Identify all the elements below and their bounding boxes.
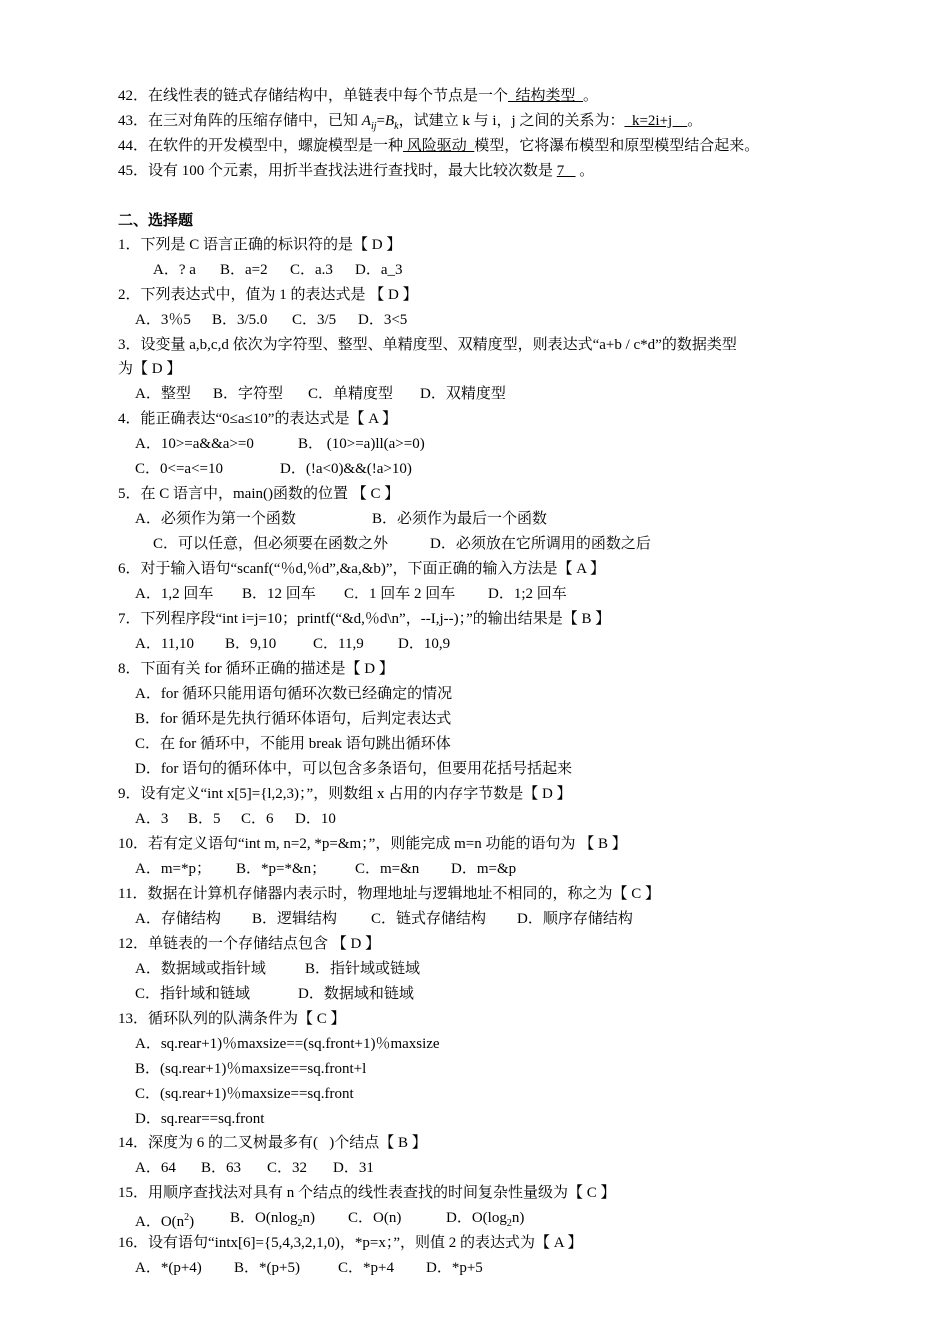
- math-symbol-b: B: [384, 113, 395, 129]
- q1-option-a: A．? a: [153, 262, 196, 278]
- question-text-end: 。: [687, 113, 703, 129]
- fill-in-45: [118, 161, 594, 181]
- q15-option-c: C．O(n): [348, 1210, 402, 1226]
- question-6-stem: 6．对于输入语句“scanf(“％d,％d”,&a,&b)”，下面正确的输入方法是【 A 】: [118, 561, 606, 577]
- q2-option-d: D．3<5: [358, 312, 408, 328]
- q11-option-b: B．逻辑结构: [252, 911, 338, 927]
- q16-option-b: B．*(p+5): [234, 1260, 300, 1276]
- q11-option-d: D．顺序存储结构: [517, 911, 633, 927]
- question-text-2: ，试建立 k 与 i，j 之间的关系为：: [398, 113, 625, 129]
- q15-option-a-end: ): [189, 1214, 195, 1230]
- question-8-stem: 8．下面有关 for 循环正确的描述是【 D 】: [118, 661, 394, 677]
- q13-option-c: C．(sq.rear+1)％maxsize==sq.front: [135, 1086, 354, 1102]
- q16-option-d: D．*p+5: [426, 1260, 483, 1276]
- q15-option-d-subscript: 2: [506, 1218, 512, 1229]
- q12-option-c: C．指针域和链域: [135, 986, 251, 1002]
- question-number: 42．: [118, 88, 149, 104]
- q13-option-b: B．(sq.rear+1)％maxsize==sq.front+l: [135, 1061, 367, 1077]
- question-13-stem: 13．循环队列的队满条件为【 C 】: [118, 1011, 346, 1027]
- q12-option-b: B．指针域或链域: [305, 961, 421, 977]
- q8-option-a: A．for 循环只能用语句循环次数已经确定的情况: [135, 686, 453, 702]
- question-16-stem: 16．设有语句“intx[6]={5,4,3,2,1,0)，*p=x；”，则值 2 的表达式为【 A 】: [118, 1235, 583, 1251]
- fill-in-42: [118, 86, 598, 106]
- q8-option-b: B．for 循环是先执行循环体语句，后判定表达式: [135, 711, 452, 727]
- q2-option-a: A．3％5: [135, 312, 191, 328]
- q1-option-d: D．a_3: [355, 262, 403, 278]
- question-2-stem: 2．下列表达式中，值为 1 的表达式是 【 D 】: [118, 287, 418, 303]
- question-text: 在软件的开发模型中，螺旋模型是一种: [148, 138, 404, 154]
- answer-blank: k=2i+j: [624, 113, 688, 129]
- answer-blank: 结构类型: [508, 88, 584, 104]
- q15-option-b: [230, 1208, 315, 1234]
- q15-option-d-end: n): [511, 1210, 525, 1226]
- q7-option-b: B．9,10: [225, 636, 277, 652]
- q3-option-c: C．单精度型: [308, 386, 394, 402]
- q6-option-c: C．1 回车 2 回车: [344, 586, 456, 602]
- q5-option-c: C．可以任意，但必须要在函数之外: [153, 536, 389, 552]
- q15-option-a: [135, 1208, 194, 1232]
- q13-option-d: D．sq.rear==sq.front: [135, 1111, 265, 1127]
- math-subscript-k: k: [394, 121, 399, 132]
- q10-option-c: C．m=&n: [355, 861, 420, 877]
- question-7-stem: 7．下列程序段“int i=j=10；printf(“&d,％d\n”，--I,j--)；”的输出结果是【 B 】: [118, 611, 611, 627]
- q8-option-c: C．在 for 循环中，不能用 break 语句跳出循环体: [135, 736, 451, 752]
- q9-option-d: D．10: [295, 811, 336, 827]
- q4-option-c: C．0<=a<=10: [135, 461, 224, 477]
- q3-option-d: D．双精度型: [420, 386, 506, 402]
- q10-option-a: A．m=*p；: [135, 861, 211, 877]
- math-symbol-a: A: [361, 113, 371, 129]
- q5-option-a: A．必须作为第一个函数: [135, 511, 296, 527]
- question-9-stem: 9．设有定义“int x[5]={l,2,3)；”，则数组 x 占用的内存字节数是【 D 】: [118, 786, 572, 802]
- question-5-stem: 5．在 C 语言中，main()函数的位置 【 C 】: [118, 486, 400, 502]
- question-text-end: 。: [583, 88, 599, 104]
- q10-option-b: B．*p=*&n；: [236, 861, 327, 877]
- q14-option-b: B．63: [201, 1160, 242, 1176]
- q3-option-b: B．字符型: [213, 386, 284, 402]
- q15-option-d-text: D．O(log: [446, 1210, 507, 1226]
- question-11-stem: 11．数据在计算机存储器内表示时，物理地址与逻辑地址不相同的，称之为【 C 】: [118, 886, 660, 902]
- q12-option-a: A．数据域或指针域: [135, 961, 266, 977]
- q7-option-c: C．11,9: [313, 636, 364, 652]
- q14-option-c: C．32: [267, 1160, 308, 1176]
- q2-option-c: C．3/5: [292, 312, 337, 328]
- q15-option-b-subscript: 2: [297, 1218, 303, 1229]
- answer-blank: 风险驱动: [403, 138, 475, 154]
- q15-option-a-text: A．O(n: [135, 1214, 185, 1230]
- q5-option-b: B．必须作为最后一个函数: [372, 511, 548, 527]
- q14-option-d: D．31: [333, 1160, 374, 1176]
- q9-option-b: B．5: [188, 811, 221, 827]
- question-14-stem: 14．深度为 6 的二叉树最多有( )个结点【 B 】: [118, 1135, 427, 1151]
- question-15-stem: 15．用顺序查找法对具有 n 个结点的线性表查找的时间复杂性量级为【 C 】: [118, 1185, 616, 1201]
- q10-option-d: D．m=&p: [451, 861, 517, 877]
- q9-option-c: C．6: [241, 811, 274, 827]
- question-number: 45．: [118, 163, 149, 179]
- q7-option-d: D．10,9: [398, 636, 451, 652]
- q15-option-b-text: B．O(nlog: [230, 1210, 298, 1226]
- question-text-end: 模型，它将瀑布模型和原型模型结合起来。: [474, 138, 760, 154]
- question-text: 在三对角阵的压缩存储中，已知: [148, 113, 362, 129]
- question-3-stem-cont: 为【 D 】: [118, 361, 182, 377]
- question-text: 设有 100 个元素，用折半查找法进行查找时，最大比较次数是: [148, 163, 557, 179]
- answer-blank: 7: [556, 163, 576, 179]
- question-3-stem: 3．设变量 a,b,c,d 依次为字符型、整型、单精度型、双精度型，则表达式“a+b / c*d”的数据类型: [118, 337, 737, 353]
- section-title: 二、选择题: [118, 213, 194, 229]
- q12-option-d: D．数据域和链域: [298, 986, 414, 1002]
- q7-option-a: A．11,10: [135, 636, 195, 652]
- q8-option-d: D．for 语句的循环体中，可以包含多条语句，但要用花括号括起来: [135, 761, 573, 777]
- question-1-stem: 1．下列是 C 语言正确的标识符的是【 D 】: [118, 237, 402, 253]
- q16-option-a: A．*(p+4): [135, 1260, 202, 1276]
- q9-option-a: A．3: [135, 811, 169, 827]
- q1-option-b: B．a=2: [220, 262, 268, 278]
- q2-option-b: B．3/5.0: [212, 312, 268, 328]
- q11-option-c: C．链式存储结构: [371, 911, 487, 927]
- q14-option-a: A．64: [135, 1160, 176, 1176]
- q1-option-c: C．a.3: [290, 262, 333, 278]
- fill-in-43: [118, 111, 702, 137]
- q6-option-a: A．1,2 回车: [135, 586, 214, 602]
- fill-in-44: [118, 136, 759, 156]
- q15-option-d: [446, 1208, 524, 1234]
- q3-option-a: A．整型: [135, 386, 191, 402]
- question-12-stem: 12．单链表的一个存储结点包含 【 D 】: [118, 936, 381, 952]
- question-text: 在线性表的链式存储结构中，单链表中每个节点是一个: [148, 88, 509, 104]
- q11-option-a: A．存储结构: [135, 911, 221, 927]
- q4-option-b: B． (10>=a)ll(a>=0): [298, 436, 425, 452]
- question-text-end: 。: [575, 163, 595, 179]
- q13-option-a: A．sq.rear+1)％maxsize==(sq.front+1)％maxsize: [135, 1036, 440, 1052]
- q5-option-d: D．必须放在它所调用的函数之后: [430, 536, 651, 552]
- q15-option-b-end: n): [302, 1210, 316, 1226]
- question-number: 43．: [118, 113, 149, 129]
- math-subscript-ij: ij: [370, 121, 377, 132]
- math-equals: =: [376, 113, 385, 129]
- q6-option-b: B．12 回车: [242, 586, 316, 602]
- question-10-stem: 10．若有定义语句“int m, n=2, *p=&m；”，则能完成 m=n 功能的语句为 【 B 】: [118, 836, 627, 852]
- q4-option-a: A．10>=a&&a>=0: [135, 436, 254, 452]
- q4-option-d: D．(!a<0)&&(!a>10): [280, 461, 412, 477]
- q6-option-d: D．1;2 回车: [488, 586, 567, 602]
- q16-option-c: C．*p+4: [338, 1260, 394, 1276]
- question-number: 44．: [118, 138, 149, 154]
- q15-option-a-superscript: 2: [184, 1212, 190, 1223]
- question-4-stem: 4．能正确表达“0≤a≤10”的表达式是【 A 】: [118, 411, 397, 427]
